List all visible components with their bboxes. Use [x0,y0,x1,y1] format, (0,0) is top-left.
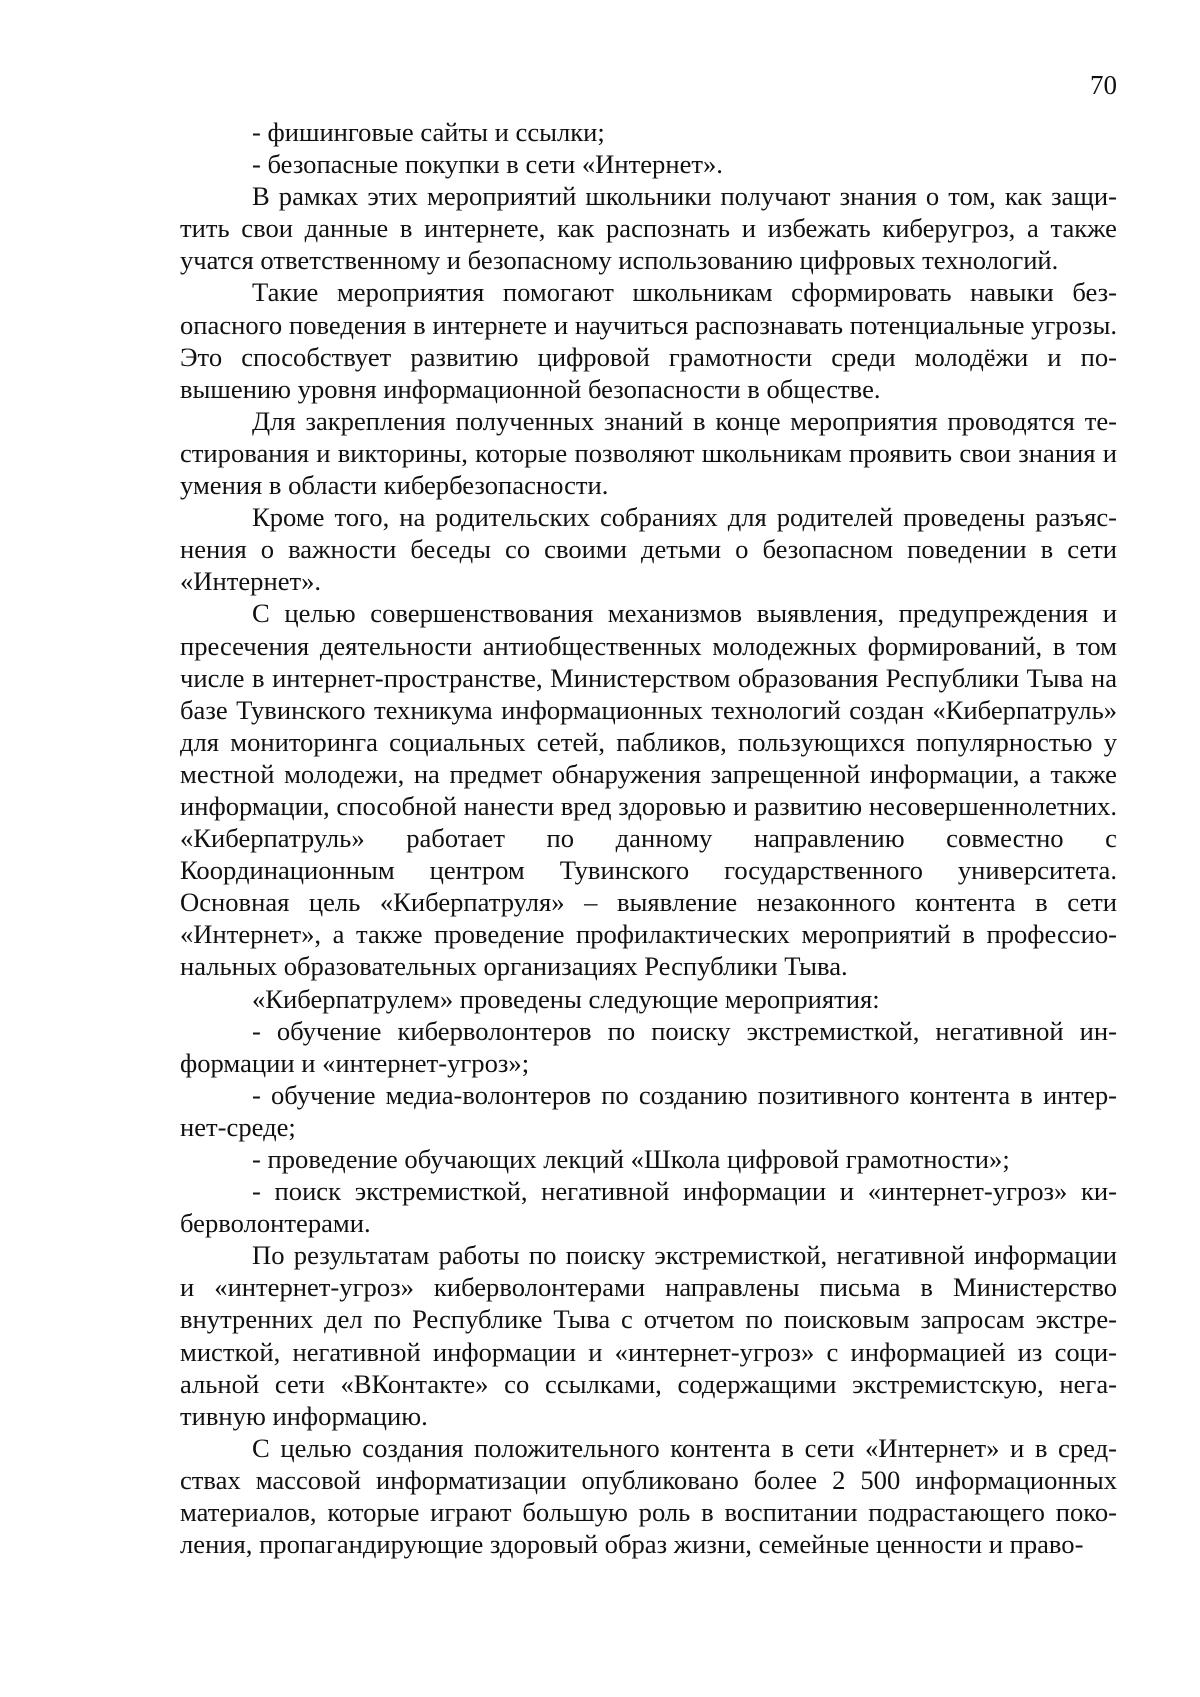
list-item-media-volunteer-training: - обучение медиа-волонтеров по созданию позитивного контента в интернет-среде; [180,1079,1117,1142]
paragraph-parents: Кроме того, на родительских собраниях для родителей проведены разъяснения о важности беседы со своими детьми о безопасном поведении в сети «Интернет». [180,502,1117,597]
paragraph-activities-intro: «Киберпатрулем» проведены следующие мероприятия: [252,983,880,1014]
document-body [180,116,1117,1560]
list-item-safe-shopping: - безопасные покупки в сети «Интернет». [252,149,723,180]
paragraph-positive-content: С целью создания положительного контента в сети «Интернет» и в средствах массовой информатизации опубликовано более 2 500 информационных материалов, которые играют большую роль в воспитании подрастающего поколения, пропагандирующие здоровый образ жизни, семейные ценности и право- [180,1432,1117,1560]
list-item-lectures: - проведение обучающих лекций «Школа цифровой грамотности»; [252,1144,1010,1174]
page-number: 70 [1090,70,1117,100]
list-item-cybervolunteer-training: - обучение киберволонтеров по поиску экстремисткой, негативной информации и «интернет-угроз»; [180,1015,1117,1078]
paragraph-results: По результатам работы по поиску экстремисткой, негативной информации и «интернет-угроз» киберволонтерами направлены письма в Министерство внутренних дел по Республике Тыва с отчетом по поисковым запросам экстремисткой, негативной информации и «интернет-угроз» с информацией из социальной сети «ВКонтакте» со ссылками, содержащими экстремистскую, негативную информацию. [180,1240,1117,1431]
paragraph-testing: Для закрепления полученных знаний в конце мероприятия проводятся тестирования и викторины, которые позволяют школьникам проявить свои знания и умения в области кибербезопасности. [180,405,1117,501]
paragraph-cyberpatrol: С целью совершенствования механизмов выявления, предупреждения и пресечения деятельности антиобщественных молодежных формирований, в том числе в интернет-пространстве, Министерством образования Республики Тыва на базе Тувинского техникума информационных технологий создан «Киберпатруль» для мониторинга социальных сетей, пабликов, пользующихся популярностью у местной молодежи, на предмет обнаружения запрещенной информации, а также информации, способной нанести вред здоровью и развитию несовершеннолетних. «Киберпатруль» работает по данному направлению совместно с Координационным центром Тувинского государственного университета. Основная цель «Киберпатруля» – выявление незаконного контента в сети «Интернет», а также проведение профилактических мероприятий в профессиональных образовательных организациях Республики Тыва. [180,598,1117,982]
list-item-phishing: - фишинговые сайты и ссылки; [252,117,605,147]
paragraph-skills: Такие мероприятия помогают школьникам сформировать навыки безопасного поведения в интернете и научиться распознавать потенциальные угрозы. Это способствует развитию цифровой грамотности среди молодёжи и повышению уровня информационной безопасности в обществе. [180,277,1117,404]
paragraph-knowledge: В рамках этих мероприятий школьники получают знания о том, как защитить свои данные в интернете, как распознать и избежать киберугроз, а также учатся ответственному и безопасному использованию цифровых технологий. [180,181,1117,276]
list-item-search: - поиск экстремисткой, негативной информации и «интернет-угроз» киберволонтерами. [180,1176,1117,1239]
